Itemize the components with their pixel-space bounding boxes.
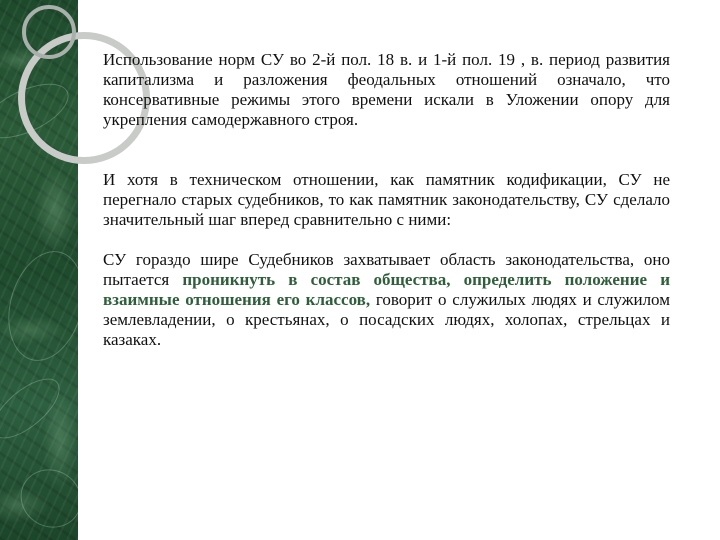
- paragraph-codification-step: И хотя в техническом отношении, как памятник кодификации, СУ не перегнало старых судебников, то как памятник законодательству, СУ сделало значительный шаг вперед сравнительно с ними:: [103, 170, 670, 229]
- marble-vein: [0, 368, 69, 449]
- marble-vein: [10, 458, 78, 538]
- paragraph-usage-of-norms: Использование норм СУ во 2-й пол. 18 в. и 1-й пол. 19 , в. период развития капитализма и разложения феодальных отношений означало, что консервативные режимы этого времени искали в Уложении опору для укрепления самодержавного строя.: [103, 50, 670, 129]
- paragraph-text-before: СУ гораздо шире Судебников захватывает область законодательства, оно пытается: [103, 250, 670, 289]
- marble-vein: [0, 243, 78, 370]
- decorative-ring-small: [22, 5, 76, 59]
- paragraph-text-after: говорит о служилых людях и служилом землевладении, о крестьянах, о посадских людях, холопах, стрельцах и казаках.: [103, 290, 670, 349]
- slide-text-body: [103, 50, 670, 350]
- highlighted-phrase: проникнуть в состав общества, определить положение и взаимные отношения его классов,: [103, 270, 670, 309]
- paragraph-scope-of-legislation: [103, 250, 670, 350]
